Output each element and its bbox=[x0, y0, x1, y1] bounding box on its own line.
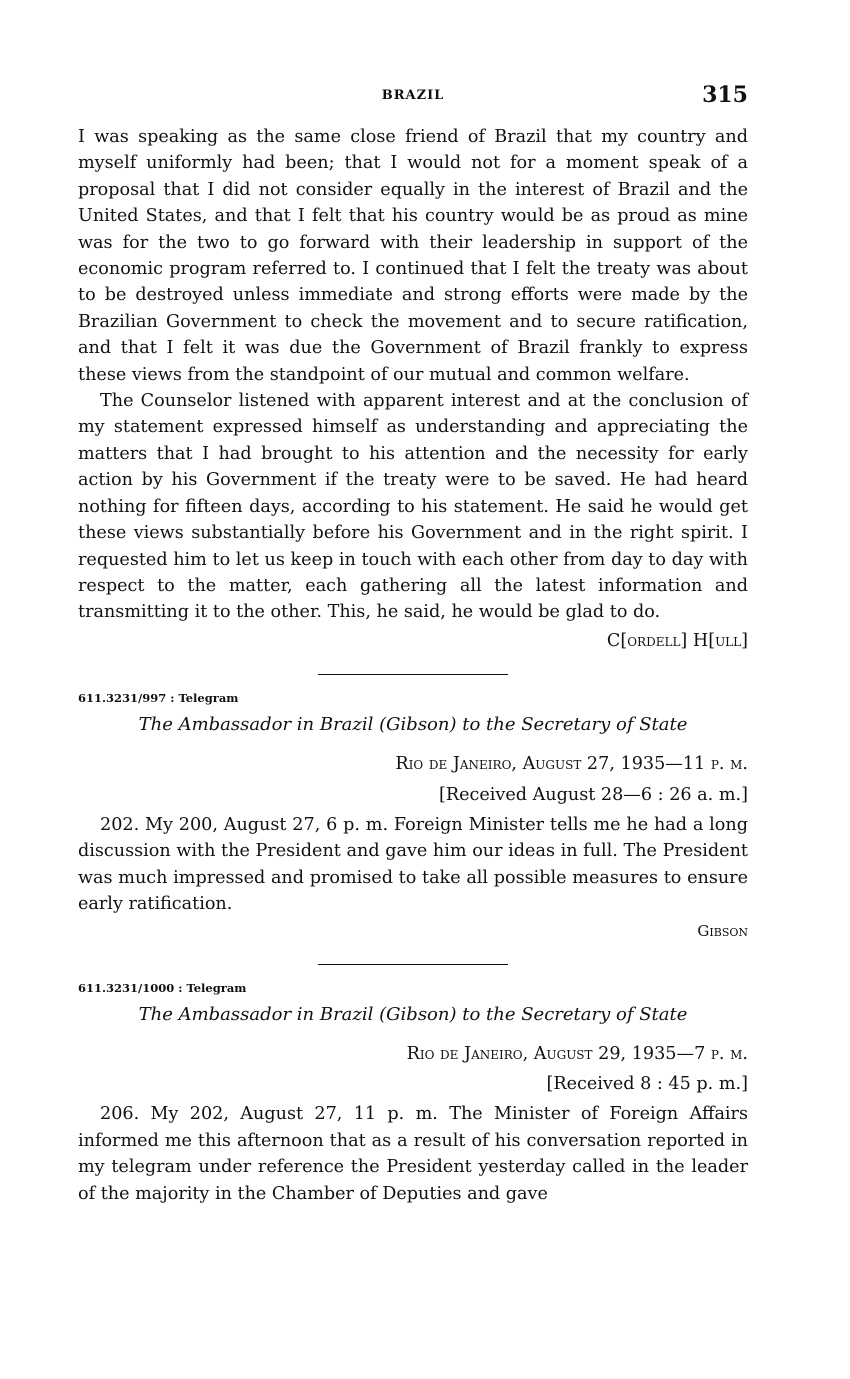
running-title: BRAZIL bbox=[381, 88, 445, 103]
body-paragraph: I was speaking as the same close friend of Brazil that my country and myself uniformly had been; that I would not for a moment speak of a proposal that I did not consider equally in the interest of Brazil and the United States, and that I felt that his country would be as proud as mine was for the two to go forward with their leadership in support of the economic program referred to. I continued that I felt the treaty was about to be destroyed unless immediate and strong efforts were made by the Brazilian Government to check the movement and to secure ratification, and that I felt it was due the Government of Brazil frankly to express these views from the standpoint of our mutual and common welfare. bbox=[78, 127, 748, 385]
document-title: The Ambassador in Brazil (Gibson) to the Secretary of State bbox=[138, 714, 688, 736]
dateline: Rio de Janeiro, August 27, 1935—11 p. m. bbox=[395, 754, 748, 775]
file-reference: 611.3231/1000 : Telegram bbox=[78, 980, 247, 995]
section-divider bbox=[318, 674, 508, 675]
document-title: The Ambassador in Brazil (Gibson) to the Secretary of State bbox=[138, 1003, 688, 1025]
page-number: 315 bbox=[702, 82, 748, 108]
dateline: Rio de Janeiro, August 29, 1935—7 p. m. bbox=[406, 1043, 748, 1064]
document-page bbox=[78, 84, 748, 1207]
signature: C[ordell] H[ull] bbox=[606, 630, 748, 651]
telegram-body: 206. My 202, August 27, 11 p. m. The Minister of Foreign Affairs informed me this afternoon that as a result of his conversation reported in my telegram under reference the President yesterday called in the leader of the majority in the Chamber of Deputies and gave bbox=[78, 1104, 748, 1204]
file-reference: 611.3231/997 : Telegram bbox=[78, 691, 239, 706]
telegram-body: 202. My 200, August 27, 6 p. m. Foreign Minister tells me he had a long discussion with the President and gave him our ideas in full. The President was much impressed and promised to take all possible measures to ensure early ratification. bbox=[78, 814, 748, 915]
received-note: [Received 8 : 45 p. m.] bbox=[546, 1073, 748, 1094]
body-paragraph: The Counselor listened with apparent interest and at the conclusion of my statement expressed himself as understanding and appreciating the matters that I had brought to his attention and the necessity for early action by his Government if the treaty were to be saved. He had heard nothing for fifteen days, according to his statement. He said he would get these views substantially before his Government and in the right spirit. I requested him to let us keep in touch with each other from day to day with respect to the matter, each gathering all the latest information and transmitting it to the other. This, he said, he would be glad to do. bbox=[78, 391, 748, 623]
sender-name: Gibson bbox=[697, 921, 748, 940]
section-divider bbox=[318, 964, 508, 965]
running-header bbox=[78, 84, 748, 118]
received-note: [Received August 28—6 : 26 a. m.] bbox=[438, 784, 748, 805]
